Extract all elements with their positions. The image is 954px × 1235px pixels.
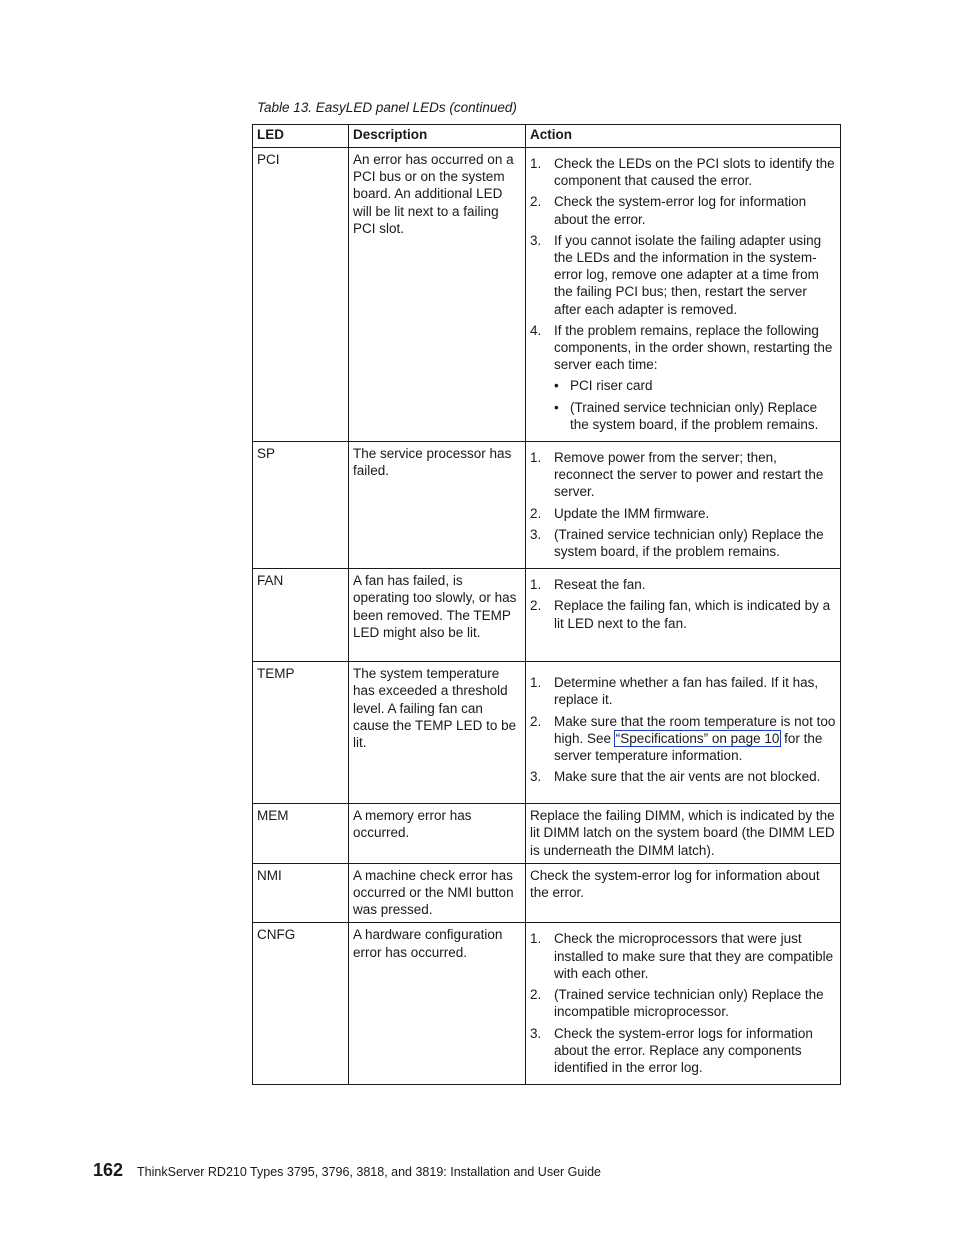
table-row-pci bbox=[253, 148, 841, 442]
led-cell: CNFG bbox=[253, 923, 349, 1085]
bullet-icon: • bbox=[554, 399, 559, 415]
action-steps bbox=[530, 449, 836, 560]
table-header-row bbox=[253, 125, 841, 148]
action-step: 1. Remove power from the server; then, reconnect the server to power and restart the server. bbox=[530, 450, 824, 500]
page-footer bbox=[93, 1160, 601, 1181]
list-item: • PCI riser card bbox=[554, 378, 653, 394]
action-cell bbox=[526, 923, 841, 1085]
action-cell: Check the system-error log for information about the error. bbox=[526, 863, 841, 923]
action-cell bbox=[526, 569, 841, 662]
led-cell: PCI bbox=[253, 148, 349, 442]
led-cell: FAN bbox=[253, 569, 349, 662]
action-step: 1. Determine whether a fan has failed. If it has, replace it. bbox=[530, 675, 819, 708]
action-step: 1. Reseat the fan. bbox=[530, 577, 646, 593]
led-cell: NMI bbox=[253, 863, 349, 923]
table-row-fan bbox=[253, 569, 841, 662]
action-step: 3. (Trained service technician only) Replace the system board, if the problem remains. bbox=[530, 526, 824, 560]
description-cell: An error has occurred on a PCI bus or on the system board. An additional LED will be lit next to a failing PCI slot. bbox=[349, 148, 526, 442]
description-cell: A fan has failed, is operating too slowly, or has been removed. The TEMP LED might also be lit. bbox=[349, 569, 526, 662]
table-row-nmi bbox=[253, 863, 841, 923]
column-header-action: Action bbox=[526, 125, 841, 148]
led-cell: SP bbox=[253, 442, 349, 569]
action-cell bbox=[526, 662, 841, 804]
table-row-cnfg bbox=[253, 923, 841, 1085]
column-header-description: Description bbox=[349, 125, 526, 148]
description-cell: The service processor has failed. bbox=[349, 442, 526, 569]
action-step: 3. Check the system-error logs for information about the error. Replace any components identified in the error log. bbox=[530, 1025, 813, 1075]
column-header-led: LED bbox=[253, 125, 349, 148]
action-step: 3. Make sure that the air vents are not blocked. bbox=[530, 769, 821, 785]
bullet-icon: • bbox=[554, 378, 559, 394]
action-step: 2. Check the system-error log for information about the error. bbox=[530, 194, 807, 227]
action-step: 2. Make sure that the room temperature is not too high. See “Specifications” on page 10 for the server temperature information. bbox=[530, 713, 836, 764]
description-cell: A memory error has occurred. bbox=[349, 804, 526, 864]
table-row-temp bbox=[253, 662, 841, 804]
description-cell: A hardware configuration error has occurred. bbox=[349, 923, 526, 1085]
specifications-link[interactable]: “Specifications” on page 10 bbox=[615, 730, 780, 746]
action-cell: Replace the failing DIMM, which is indicated by the lit DIMM latch on the system board (the DIMM LED is underneath the DIMM latch). bbox=[526, 804, 841, 864]
action-steps bbox=[530, 576, 836, 632]
led-cell: MEM bbox=[253, 804, 349, 864]
document-title: ThinkServer RD210 Types 3795, 3796, 3818, and 3819: Installation and User Guide bbox=[137, 1165, 602, 1179]
list-item: • (Trained service technician only) Replace the system board, if the problem remains. bbox=[554, 399, 819, 432]
easyled-table bbox=[252, 124, 841, 1085]
action-step: 2. Replace the failing fan, which is indicated by a lit LED next to the fan. bbox=[530, 598, 831, 631]
action-step: 1. Check the microprocessors that were just installed to make sure that they are compatible with each other. bbox=[530, 931, 834, 981]
led-cell: TEMP bbox=[253, 662, 349, 804]
action-step: 3. If you cannot isolate the failing adapter using the LEDs and the information in the system-error log, remove one adapter at a time from the failing PCI bus; then, restart the server after each adapter is removed. bbox=[530, 232, 822, 317]
action-cell bbox=[526, 148, 841, 442]
action-steps bbox=[530, 155, 836, 433]
action-steps bbox=[530, 674, 836, 785]
action-step: 1. Check the LEDs on the PCI slots to identify the component that caused the error. bbox=[530, 156, 835, 189]
action-step: 4. If the problem remains, replace the following components, in the order shown, restarting the server each time: • PCI riser card • (Trained service technician only) Replace the system board, if the problem remains. bbox=[530, 322, 836, 433]
table-row-sp bbox=[253, 442, 841, 569]
table-row-mem bbox=[253, 804, 841, 864]
action-cell bbox=[526, 442, 841, 569]
description-cell: A machine check error has occurred or the NMI button was pressed. bbox=[349, 863, 526, 923]
component-list bbox=[554, 377, 836, 433]
action-steps bbox=[530, 930, 836, 1076]
page-number: 162 bbox=[93, 1160, 124, 1180]
description-cell: The system temperature has exceeded a threshold level. A failing fan can cause the TEMP LED to be lit. bbox=[349, 662, 526, 804]
action-step: 2. Update the IMM firmware. bbox=[530, 505, 710, 521]
table-caption: Table 13. EasyLED panel LEDs (continued) bbox=[257, 100, 517, 115]
action-step: 2. (Trained service technician only) Replace the incompatible microprocessor. bbox=[530, 987, 824, 1020]
